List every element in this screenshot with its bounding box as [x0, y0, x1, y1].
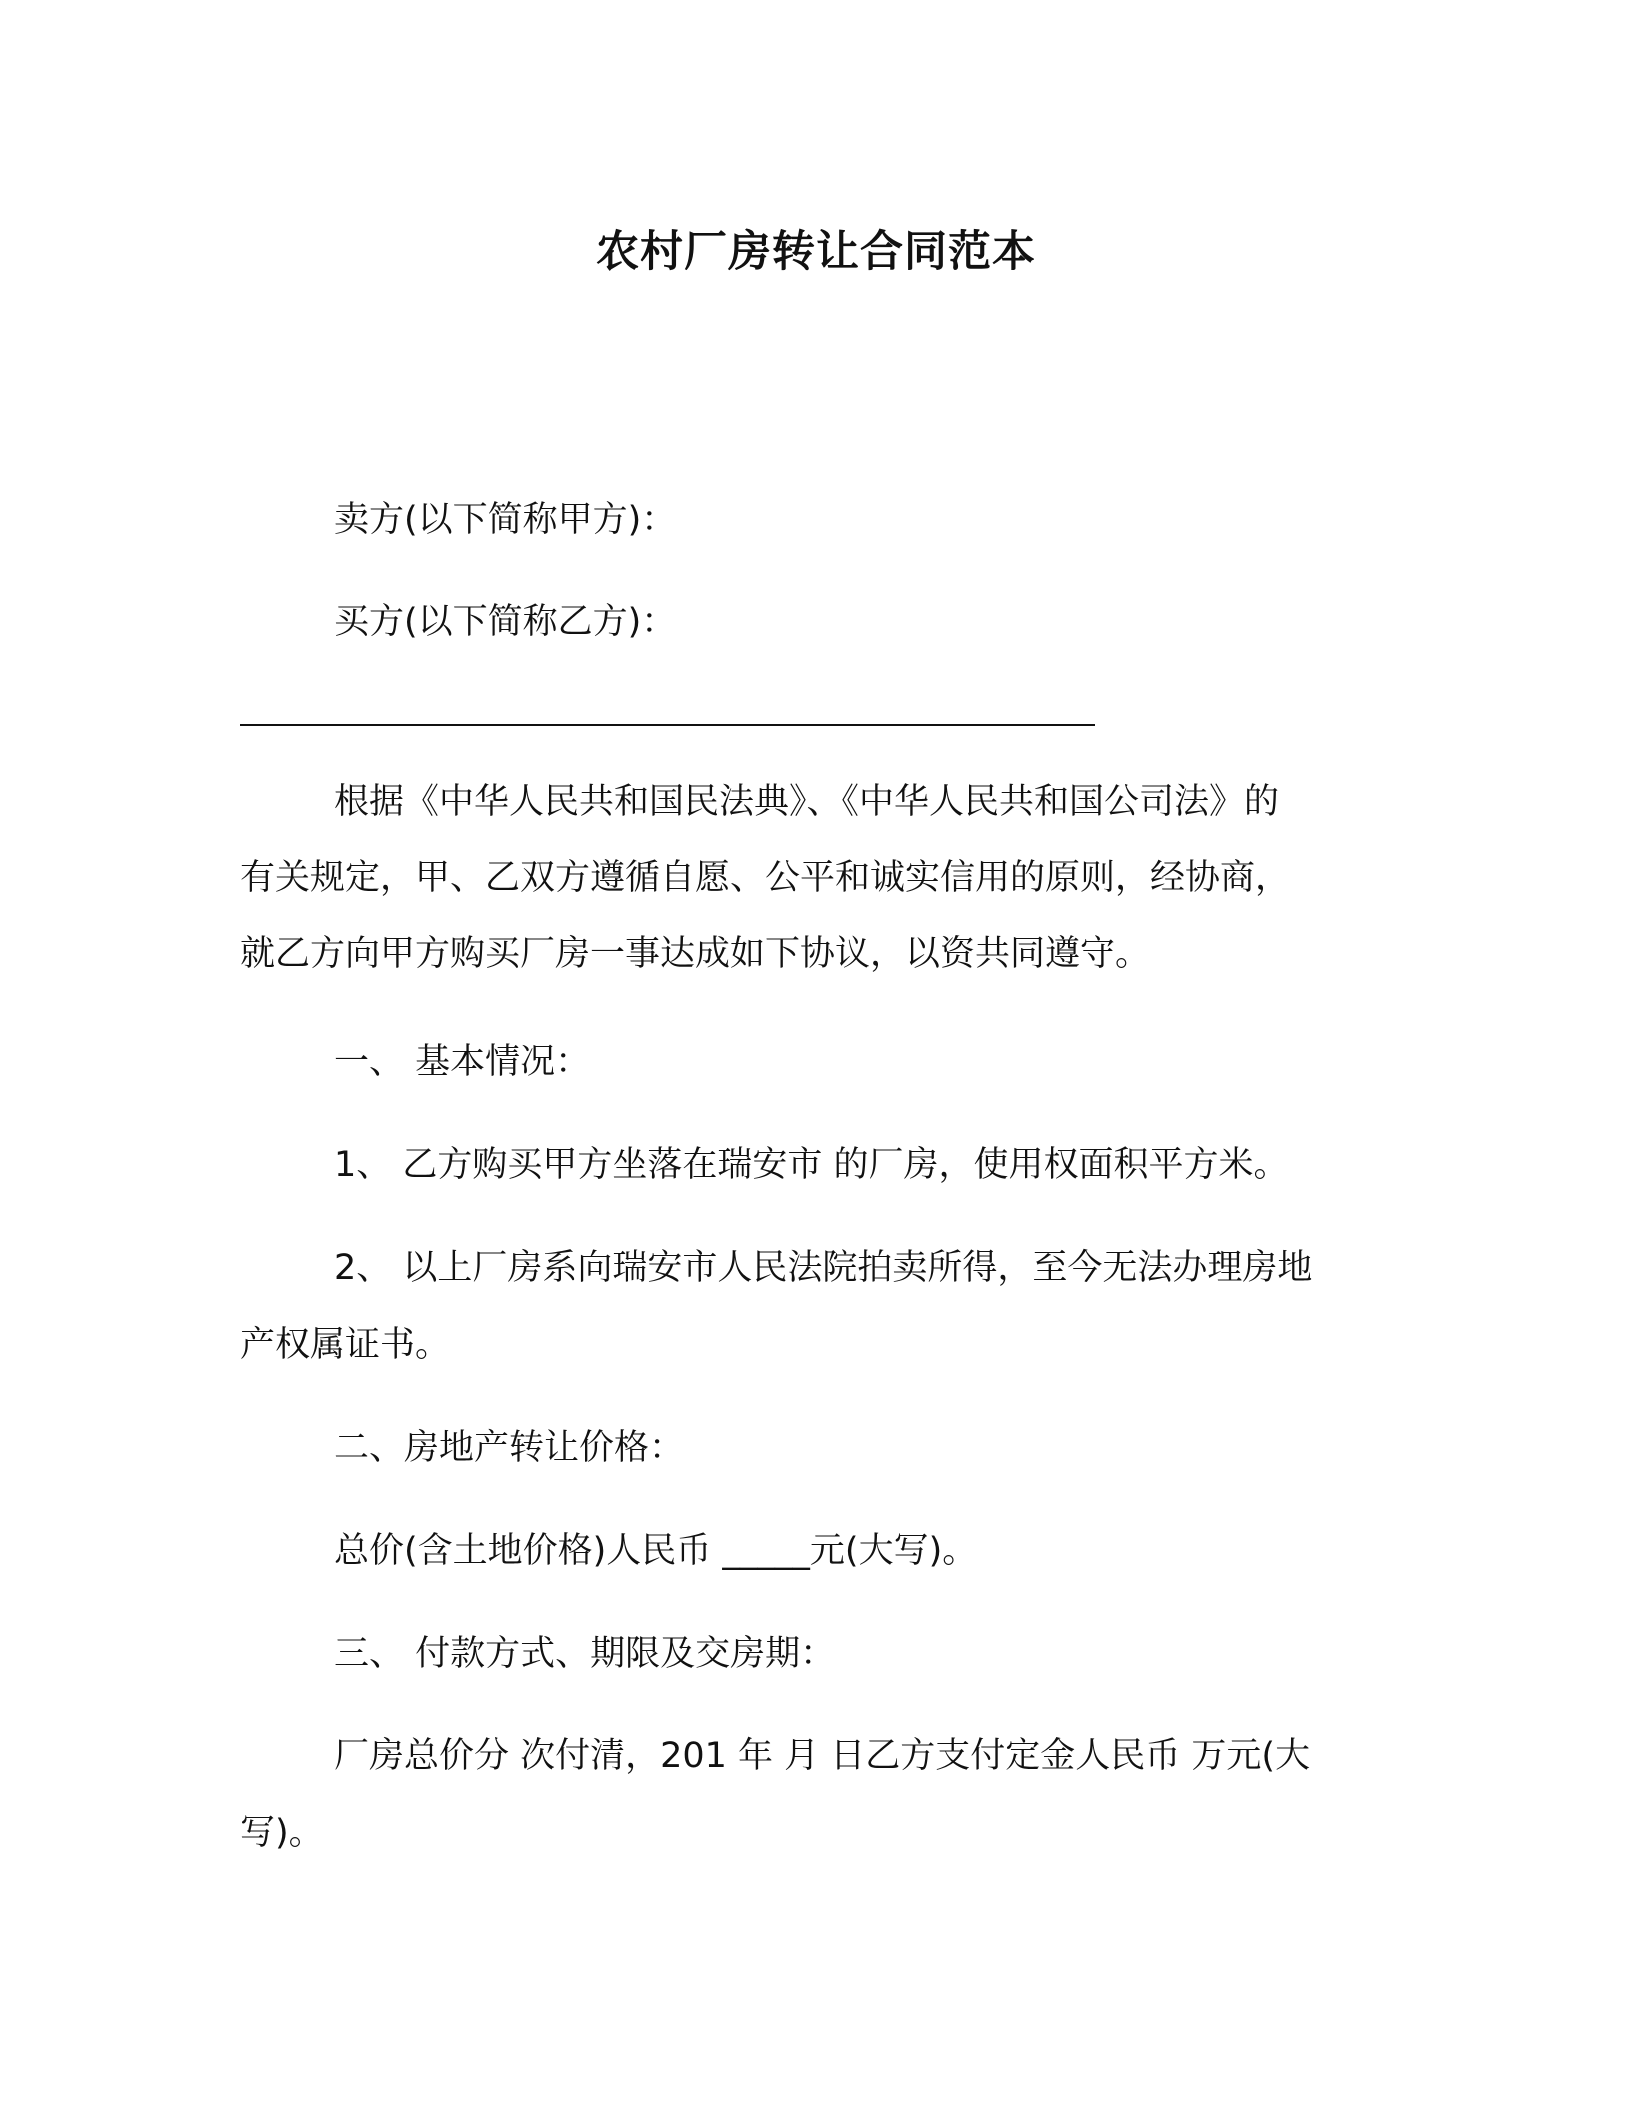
intro-line-1: 根据《中华人民共和国民法典》、《中华人民共和国公司法》的: [334, 782, 1280, 822]
section3-heading: 三、 付款方式、期限及交房期：: [334, 1634, 836, 1674]
item-2-line-1: 2、 以上厂房系向瑞安市人民法院拍卖所得，至今无法办理房地: [334, 1248, 1313, 1288]
document-title: 农村厂房转让合同范本: [596, 227, 1036, 277]
intro-line-2: 有关规定，甲、乙双方遵循自愿、公平和诚实信用的原则，经协商，: [240, 858, 1291, 898]
signature-underline: [240, 724, 1095, 726]
buyer-line: 买方(以下简称乙方)：: [334, 602, 677, 642]
seller-line: 卖方(以下简称甲方)：: [334, 500, 677, 540]
payment-line-2: 写)。: [240, 1813, 324, 1853]
intro-line-3: 就乙方向甲方购买厂房一事达成如下协议，以资共同遵守。: [240, 934, 1151, 974]
price-line: 总价(含土地价格)人民币 _____元(大写)。: [334, 1531, 978, 1571]
payment-line-1: 厂房总价分 次付清，201 年 月 日乙方支付定金人民币 万元(大: [334, 1736, 1311, 1776]
item-1: 1、 乙方购买甲方坐落在瑞安市 的厂房，使用权面积平方米。: [334, 1145, 1289, 1185]
section1-heading: 一、 基本情况：: [334, 1042, 591, 1082]
section2-heading: 二、房地产转让价格：: [334, 1428, 685, 1468]
item-2-line-2: 产权属证书。: [240, 1325, 451, 1365]
